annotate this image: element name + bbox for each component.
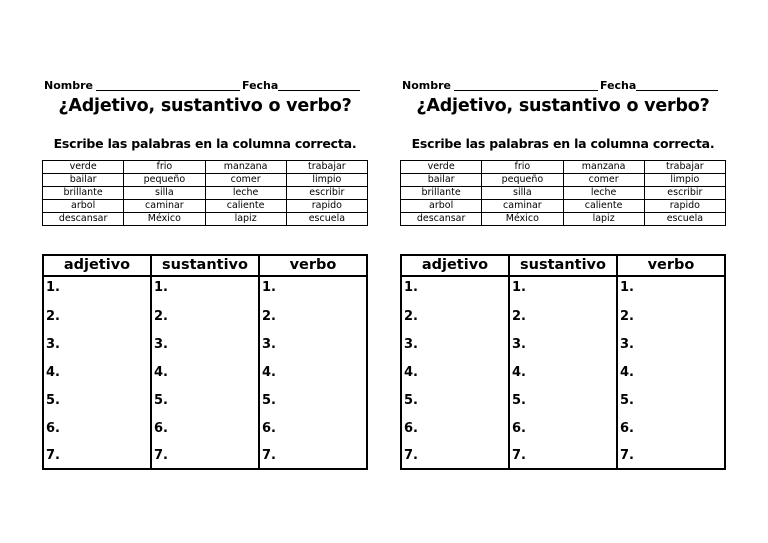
word-bank-cell: limpio — [286, 174, 367, 187]
word-bank-cell: bailar — [401, 174, 482, 187]
column-header-adjetivo: adjetivo — [401, 255, 509, 276]
answer-cell[interactable] — [509, 414, 617, 442]
row-number: 2. — [512, 308, 526, 324]
row-number: 7. — [262, 447, 276, 463]
answer-cell[interactable] — [259, 276, 367, 302]
answer-row — [43, 276, 367, 302]
answer-cell[interactable] — [401, 358, 509, 386]
name-date-line — [402, 79, 724, 93]
answer-cell[interactable] — [259, 302, 367, 330]
word-bank-row — [43, 213, 368, 226]
word-bank-cell: rapido — [286, 200, 367, 213]
answer-row — [43, 386, 367, 414]
row-number: 1. — [154, 280, 168, 295]
row-number: 6. — [46, 420, 60, 436]
answer-cell[interactable] — [43, 358, 151, 386]
answer-cell[interactable] — [509, 358, 617, 386]
answer-cell[interactable] — [617, 414, 725, 442]
answer-cell[interactable] — [151, 302, 259, 330]
name-label: Nombre — [44, 79, 93, 92]
word-bank-row — [43, 174, 368, 187]
answer-cell[interactable] — [151, 276, 259, 302]
row-number: 6. — [154, 420, 168, 436]
row-number: 5. — [404, 392, 418, 408]
row-number: 1. — [620, 280, 634, 295]
worksheet-right — [398, 0, 728, 543]
answer-cell[interactable] — [151, 330, 259, 358]
word-bank-cell: comer — [205, 174, 286, 187]
row-number: 4. — [404, 364, 418, 380]
word-bank-row — [401, 161, 726, 174]
row-number: 4. — [512, 364, 526, 380]
word-bank-cell: verde — [401, 161, 482, 174]
answer-cell[interactable] — [43, 276, 151, 302]
sorting-header-row — [401, 255, 725, 276]
sorting-table-body — [401, 276, 725, 469]
answer-cell[interactable] — [151, 358, 259, 386]
word-bank-cell: lapiz — [563, 213, 644, 226]
word-bank-cell: trabajar — [644, 161, 725, 174]
row-number: 3. — [154, 336, 168, 352]
answer-cell[interactable] — [617, 442, 725, 469]
word-bank-body — [43, 161, 368, 226]
answer-cell[interactable] — [259, 414, 367, 442]
word-bank-cell: leche — [563, 187, 644, 200]
word-bank-cell: arbol — [43, 200, 124, 213]
name-label: Nombre — [402, 79, 451, 92]
row-number: 3. — [620, 336, 634, 352]
row-number: 6. — [262, 420, 276, 436]
answer-cell[interactable] — [259, 442, 367, 469]
row-number: 2. — [262, 308, 276, 324]
word-bank-row — [401, 187, 726, 200]
word-bank-cell: escuela — [644, 213, 725, 226]
answer-row — [43, 442, 367, 469]
answer-cell[interactable] — [401, 414, 509, 442]
answer-row — [401, 386, 725, 414]
answer-row — [401, 414, 725, 442]
row-number: 1. — [404, 280, 418, 295]
word-bank-cell: bailar — [43, 174, 124, 187]
answer-cell[interactable] — [43, 442, 151, 469]
instructions: Escribe las palabras en la columna correcta. — [411, 136, 715, 151]
sorting-table — [400, 254, 726, 470]
answer-cell[interactable] — [509, 276, 617, 302]
row-number: 1. — [262, 280, 276, 295]
answer-cell[interactable] — [509, 442, 617, 469]
word-bank-cell: lapiz — [205, 213, 286, 226]
answer-cell[interactable] — [617, 330, 725, 358]
answer-row — [401, 358, 725, 386]
row-number: 2. — [154, 308, 168, 324]
answer-row — [43, 330, 367, 358]
row-number: 3. — [404, 336, 418, 352]
word-bank-cell: descansar — [401, 213, 482, 226]
answer-row — [401, 442, 725, 469]
answer-cell[interactable] — [401, 276, 509, 302]
answer-row — [401, 302, 725, 330]
row-number: 5. — [154, 392, 168, 408]
row-number: 3. — [262, 336, 276, 352]
word-bank-cell: México — [482, 213, 563, 226]
row-number: 2. — [46, 308, 60, 324]
answer-cell[interactable] — [617, 276, 725, 302]
row-number: 5. — [262, 392, 276, 408]
row-number: 6. — [404, 420, 418, 436]
answer-cell[interactable] — [43, 330, 151, 358]
sorting-table-head — [401, 255, 725, 276]
word-bank-cell: arbol — [401, 200, 482, 213]
worksheet-title: ¿Adjetivo, sustantivo o verbo? — [58, 96, 352, 116]
word-bank-cell: escribir — [286, 187, 367, 200]
word-bank-cell: manzana — [563, 161, 644, 174]
answer-cell[interactable] — [43, 386, 151, 414]
answer-cell[interactable] — [401, 302, 509, 330]
answer-cell[interactable] — [43, 302, 151, 330]
word-bank-cell: frio — [124, 161, 205, 174]
answer-cell[interactable] — [401, 330, 509, 358]
answer-row — [43, 414, 367, 442]
row-number: 7. — [404, 447, 418, 463]
word-bank-cell: pequeño — [482, 174, 563, 187]
row-number: 4. — [154, 364, 168, 380]
word-bank-cell: caminar — [482, 200, 563, 213]
row-number: 4. — [46, 364, 60, 380]
answer-cell[interactable] — [509, 386, 617, 414]
row-number: 5. — [512, 392, 526, 408]
word-bank-cell: leche — [205, 187, 286, 200]
instructions: Escribe las palabras en la columna correcta. — [53, 136, 357, 151]
word-bank-cell: pequeño — [124, 174, 205, 187]
row-number: 7. — [512, 447, 526, 463]
word-bank-cell: rapido — [644, 200, 725, 213]
answer-cell[interactable] — [509, 302, 617, 330]
answer-row — [43, 358, 367, 386]
row-number: 3. — [512, 336, 526, 352]
answer-cell[interactable] — [259, 330, 367, 358]
word-bank-cell: caliente — [563, 200, 644, 213]
answer-cell[interactable] — [151, 442, 259, 469]
word-bank-cell: verde — [43, 161, 124, 174]
word-bank-cell: caliente — [205, 200, 286, 213]
sorting-table — [42, 254, 368, 470]
sorting-table-body — [43, 276, 367, 469]
word-bank-row — [401, 174, 726, 187]
answer-cell[interactable] — [401, 386, 509, 414]
word-bank-body — [401, 161, 726, 226]
row-number: 5. — [46, 392, 60, 408]
worksheet-left — [40, 0, 370, 543]
date-label: Fecha — [600, 79, 637, 92]
word-bank-cell: comer — [563, 174, 644, 187]
answer-cell[interactable] — [617, 386, 725, 414]
word-bank-table — [400, 160, 726, 226]
word-bank-cell: México — [124, 213, 205, 226]
column-header-adjetivo: adjetivo — [43, 255, 151, 276]
name-blank — [454, 90, 598, 91]
column-header-sustantivo: sustantivo — [151, 255, 259, 276]
row-number: 7. — [154, 447, 168, 463]
word-bank-cell: limpio — [644, 174, 725, 187]
column-header-verbo: verbo — [617, 255, 725, 276]
answer-row — [401, 330, 725, 358]
column-header-sustantivo: sustantivo — [509, 255, 617, 276]
answer-cell[interactable] — [43, 414, 151, 442]
date-blank — [278, 90, 360, 91]
sorting-table-head — [43, 255, 367, 276]
word-bank-row — [43, 161, 368, 174]
column-header-verbo: verbo — [259, 255, 367, 276]
row-number: 6. — [620, 420, 634, 436]
row-number: 7. — [620, 447, 634, 463]
row-number: 4. — [262, 364, 276, 380]
word-bank-cell: silla — [482, 187, 563, 200]
name-blank — [96, 90, 240, 91]
row-number: 5. — [620, 392, 634, 408]
row-number: 4. — [620, 364, 634, 380]
answer-cell[interactable] — [401, 442, 509, 469]
word-bank-cell: manzana — [205, 161, 286, 174]
word-bank-cell: brillante — [401, 187, 482, 200]
row-number: 2. — [404, 308, 418, 324]
row-number: 2. — [620, 308, 634, 324]
worksheet-title: ¿Adjetivo, sustantivo o verbo? — [416, 96, 710, 116]
row-number: 1. — [46, 280, 60, 295]
answer-cell[interactable] — [617, 302, 725, 330]
row-number: 1. — [512, 280, 526, 295]
word-bank-table — [42, 160, 368, 226]
row-number: 3. — [46, 336, 60, 352]
row-number: 6. — [512, 420, 526, 436]
word-bank-cell: caminar — [124, 200, 205, 213]
word-bank-row — [43, 187, 368, 200]
word-bank-row — [43, 200, 368, 213]
row-number: 7. — [46, 447, 60, 463]
word-bank-row — [401, 213, 726, 226]
word-bank-cell: escribir — [644, 187, 725, 200]
name-date-line — [44, 79, 366, 93]
word-bank-cell: trabajar — [286, 161, 367, 174]
answer-cell[interactable] — [259, 386, 367, 414]
word-bank-cell: escuela — [286, 213, 367, 226]
word-bank-cell: brillante — [43, 187, 124, 200]
answer-cell[interactable] — [259, 358, 367, 386]
date-label: Fecha — [242, 79, 279, 92]
answer-row — [43, 302, 367, 330]
answer-cell[interactable] — [617, 358, 725, 386]
answer-cell[interactable] — [151, 414, 259, 442]
answer-row — [401, 276, 725, 302]
answer-cell[interactable] — [509, 330, 617, 358]
answer-cell[interactable] — [151, 386, 259, 414]
sorting-header-row — [43, 255, 367, 276]
word-bank-cell: frio — [482, 161, 563, 174]
date-blank — [636, 90, 718, 91]
word-bank-row — [401, 200, 726, 213]
word-bank-cell: silla — [124, 187, 205, 200]
word-bank-cell: descansar — [43, 213, 124, 226]
